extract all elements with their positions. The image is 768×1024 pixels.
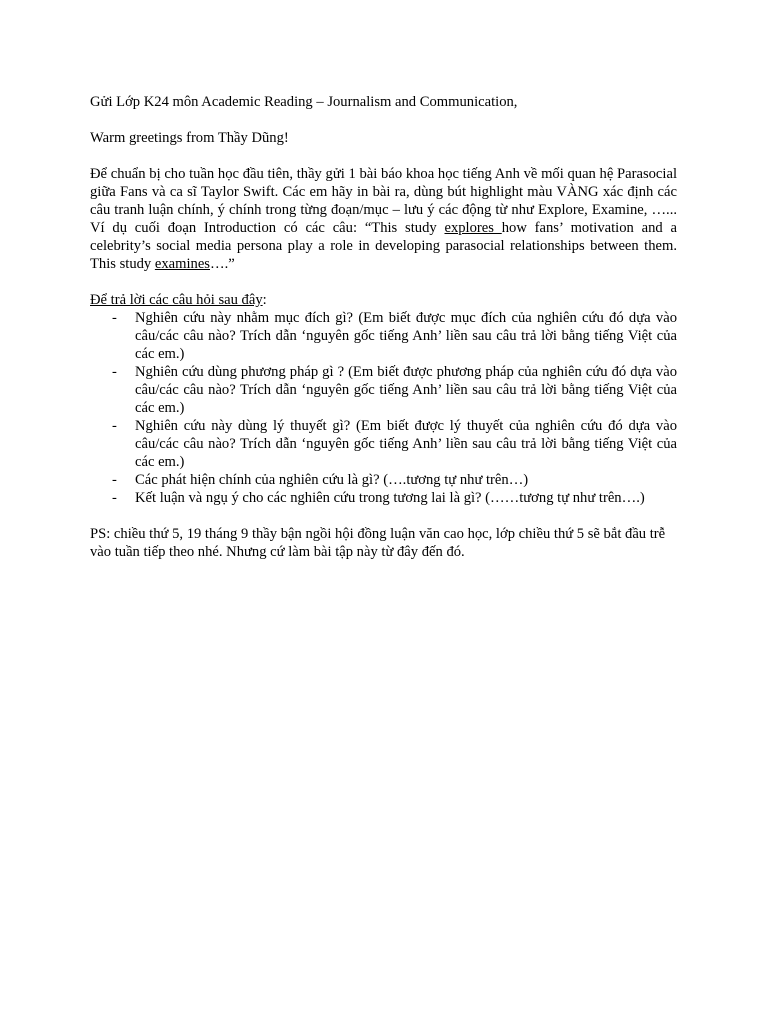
list-item-text: Kết luận và ngụ ý cho các nghiên cứu trong tương lai là gì? (……tương tự như trên….) xyxy=(135,490,645,506)
list-item-text: Các phát hiện chính của nghiên cứu là gì? (….tương tự như trên…) xyxy=(135,472,529,488)
intro-underlined-examines: examines xyxy=(154,256,210,272)
list-item xyxy=(90,489,677,507)
list-bullet: - xyxy=(112,364,117,380)
intro-text-after: ….” xyxy=(210,256,235,272)
questions-heading-label: Để trả lời các câu hỏi sau đây xyxy=(90,292,263,308)
list-item-text: Nghiên cứu này nhằm mục đích gì? (Em biết được mục đích của nghiên cứu đó dựa vào câu/các câu nào? Trích dẫn ‘nguyên gốc tiếng Anh’ liền sau câu trả lời bằng tiếng Việt của các em.) xyxy=(135,310,677,362)
list-bullet: - xyxy=(112,490,117,506)
list-bullet: - xyxy=(112,472,117,488)
questions-list xyxy=(90,309,677,507)
list-item-text: Nghiên cứu dùng phương pháp gì ? (Em biết được phương pháp của nghiên cứu đó dựa vào câu/các câu nào? Trích dẫn ‘nguyên gốc tiếng Anh’ liền sau câu trả lời bằng tiếng Việt của các em.) xyxy=(135,364,677,416)
questions-heading-colon: : xyxy=(262,292,267,308)
document-page xyxy=(90,93,677,561)
spacer xyxy=(90,507,677,525)
list-item xyxy=(90,471,677,489)
intro-text-middle: how fans’ motivation and a celebrity’s social media persona play a role in developing parasocial relationships between them. This study xyxy=(90,220,677,272)
greeting: Warm greetings from Thầy Dũng! xyxy=(90,130,289,146)
list-item xyxy=(90,417,677,471)
intro-underlined-explores: explores xyxy=(444,220,502,236)
spacer xyxy=(90,147,677,165)
list-item xyxy=(90,363,677,417)
list-bullet: - xyxy=(112,418,117,434)
list-item-text: Nghiên cứu này dùng lý thuyết gì? (Em biết được lý thuyết của nghiên cứu đó dựa vào câu/các câu nào? Trích dẫn ‘nguyên gốc tiếng Anh’ liền sau câu trả lời bằng tiếng Việt của các em.) xyxy=(135,418,677,470)
list-bullet: - xyxy=(112,310,117,326)
intro-paragraph xyxy=(90,165,677,273)
spacer xyxy=(90,273,677,291)
ps-paragraph: PS: chiều thứ 5, 19 tháng 9 thầy bận ngồi hội đồng luận văn cao học, lớp chiều thứ 5 sẽ bắt đầu trễ vào tuần tiếp theo nhé. Nhưng cứ làm bài tập này từ đây đến đó. xyxy=(90,526,666,560)
spacer xyxy=(90,111,677,129)
questions-heading xyxy=(90,291,677,309)
list-item xyxy=(90,309,677,363)
intro-text-before: Để chuẩn bị cho tuần học đầu tiên, thầy gửi 1 bài báo khoa học tiếng Anh về mối quan hệ Parasocial giữa Fans và ca sĩ Taylor Swift. Các em hãy in bài ra, dùng bút highlight màu VÀNG xác định các câu tranh luận chính, ý chính trong từng đoạn/mục – lưu ý các động từ như Explore, Examine, …... Ví dụ cuối đoạn Introduction có các câu: “This study xyxy=(90,166,677,236)
salutation: Gửi Lớp K24 môn Academic Reading – Journalism and Communication, xyxy=(90,94,518,110)
